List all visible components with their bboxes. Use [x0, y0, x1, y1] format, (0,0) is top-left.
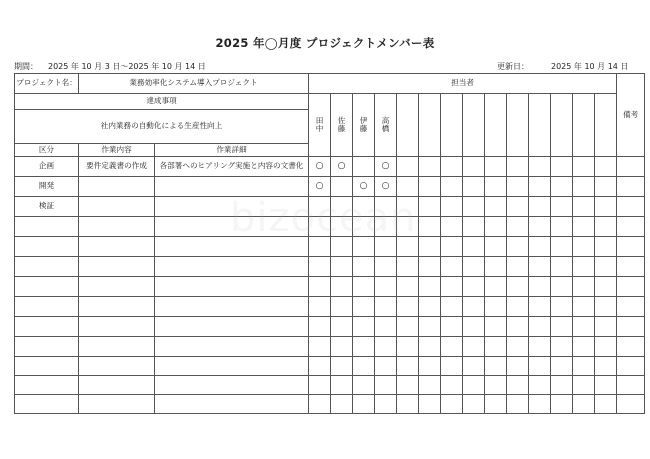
member-blank	[441, 94, 463, 157]
assignment-cell	[441, 277, 463, 297]
assignment-cell	[331, 376, 353, 395]
assignment-cell	[529, 237, 551, 257]
table-row	[15, 157, 645, 177]
assignment-cell	[441, 297, 463, 317]
assignment-cell	[529, 357, 551, 376]
assignment-cell	[441, 197, 463, 217]
assignment-cell	[397, 357, 419, 376]
table-row	[15, 237, 645, 257]
table-row	[15, 395, 645, 414]
updated-value: 2025 年 10 月 14 日	[551, 62, 629, 71]
assignment-cell	[397, 395, 419, 414]
assignment-cell	[463, 357, 485, 376]
assignment-cell	[375, 217, 397, 237]
assignment-cell	[507, 376, 529, 395]
category-cell	[15, 257, 79, 277]
assignment-cell	[441, 177, 463, 197]
assignment-cell	[463, 157, 485, 177]
table-row	[15, 297, 645, 317]
assignment-cell	[463, 217, 485, 237]
remarks-cell	[617, 177, 645, 197]
assignment-cell	[309, 257, 331, 277]
assignment-cell	[573, 337, 595, 357]
assignment-cell	[353, 197, 375, 217]
table-row	[15, 217, 645, 237]
assignment-cell	[595, 297, 617, 317]
assignment-cell	[595, 317, 617, 337]
assignment-cell	[529, 395, 551, 414]
assignment-cell	[529, 157, 551, 177]
assignment-cell	[485, 337, 507, 357]
assignment-cell	[419, 317, 441, 337]
assignment-cell	[595, 277, 617, 297]
task-cell	[79, 197, 155, 217]
assignment-cell	[463, 297, 485, 317]
assignment-cell	[397, 297, 419, 317]
assignment-cell	[485, 217, 507, 237]
period-label: 期間：	[14, 62, 38, 71]
assignment-cell	[551, 157, 573, 177]
detail-cell	[155, 337, 309, 357]
task-cell	[79, 217, 155, 237]
member-name-3: 伊 藤	[353, 94, 375, 157]
category-cell: 企画	[15, 157, 79, 177]
assignment-cell	[419, 177, 441, 197]
category-cell	[15, 376, 79, 395]
assignment-cell	[551, 395, 573, 414]
assignment-cell	[463, 257, 485, 277]
task-cell	[79, 277, 155, 297]
remarks-cell	[617, 297, 645, 317]
detail-cell	[155, 177, 309, 197]
assignment-cell	[419, 277, 441, 297]
assignment-cell	[485, 357, 507, 376]
assignment-cell	[485, 157, 507, 177]
remarks-cell	[617, 217, 645, 237]
assignment-cell	[375, 357, 397, 376]
remarks-header: 備考	[617, 74, 645, 157]
assignment-cell	[573, 395, 595, 414]
category-header: 区分	[15, 144, 79, 157]
assignment-cell	[463, 197, 485, 217]
table-row	[15, 357, 645, 376]
assignment-cell	[331, 197, 353, 217]
assignment-cell	[353, 297, 375, 317]
assignment-cell	[463, 337, 485, 357]
assignment-cell: ○	[331, 157, 353, 177]
task-cell	[79, 237, 155, 257]
member-blank	[397, 94, 419, 157]
assignment-cell	[551, 337, 573, 357]
assignment-cell	[331, 395, 353, 414]
assignment-cell	[573, 177, 595, 197]
assignment-cell	[309, 337, 331, 357]
assignment-cell	[529, 197, 551, 217]
assignment-cell	[595, 337, 617, 357]
assignment-cell	[507, 197, 529, 217]
remarks-cell	[617, 277, 645, 297]
assignment-cell	[595, 197, 617, 217]
assignment-cell	[419, 357, 441, 376]
assignment-cell	[551, 277, 573, 297]
assignment-cell	[397, 257, 419, 277]
assignment-cell	[573, 257, 595, 277]
category-cell	[15, 277, 79, 297]
detail-cell	[155, 317, 309, 337]
assignment-cell	[485, 277, 507, 297]
assignment-cell	[507, 157, 529, 177]
remarks-cell	[617, 197, 645, 217]
assignment-cell	[507, 357, 529, 376]
remarks-cell	[617, 157, 645, 177]
assignment-cell	[595, 177, 617, 197]
assignment-cell	[485, 257, 507, 277]
assignment-cell	[507, 277, 529, 297]
assignment-cell	[309, 357, 331, 376]
assignment-cell	[463, 237, 485, 257]
assignment-cell	[441, 337, 463, 357]
period	[14, 61, 206, 72]
updated-label: 更新日：	[497, 62, 529, 71]
assignment-cell	[485, 197, 507, 217]
assignment-cell	[595, 157, 617, 177]
assignment-cell	[397, 197, 419, 217]
assignment-cell	[397, 337, 419, 357]
assignment-cell	[397, 237, 419, 257]
table-row	[15, 317, 645, 337]
assignment-cell	[507, 237, 529, 257]
assignment-cell	[353, 337, 375, 357]
assignment-cell	[507, 317, 529, 337]
assignment-cell	[353, 237, 375, 257]
detail-cell	[155, 277, 309, 297]
assignment-cell	[529, 297, 551, 317]
assignment-cell	[595, 217, 617, 237]
assignment-cell	[331, 217, 353, 237]
assignment-cell	[529, 376, 551, 395]
assignment-cell	[551, 257, 573, 277]
assignment-cell	[309, 317, 331, 337]
remarks-cell	[617, 257, 645, 277]
assignment-cell	[397, 376, 419, 395]
assignment-cell	[419, 217, 441, 237]
assignment-cell	[353, 157, 375, 177]
assignment-cell	[573, 317, 595, 337]
table-row	[15, 376, 645, 395]
assignment-cell	[595, 376, 617, 395]
assignment-cell	[551, 357, 573, 376]
task-header: 作業内容	[79, 144, 155, 157]
assignment-cell	[529, 257, 551, 277]
member-name-1: 田 中	[309, 94, 331, 157]
assignment-cell	[441, 357, 463, 376]
assignment-cell	[419, 337, 441, 357]
member-blank	[529, 94, 551, 157]
assignment-cell	[507, 257, 529, 277]
category-cell	[15, 337, 79, 357]
member-name-2: 佐 藤	[331, 94, 353, 157]
assignment-cell	[485, 297, 507, 317]
updated-date	[497, 61, 628, 72]
category-cell	[15, 357, 79, 376]
assignment-cell	[419, 197, 441, 217]
member-blank	[551, 94, 573, 157]
assignment-cell	[331, 337, 353, 357]
project-row	[15, 74, 645, 94]
assignment-cell	[309, 277, 331, 297]
remarks-cell	[617, 357, 645, 376]
assignment-cell	[375, 337, 397, 357]
assignment-cell	[441, 217, 463, 237]
member-blank	[507, 94, 529, 157]
detail-cell	[155, 197, 309, 217]
assignment-cell	[331, 277, 353, 297]
assignment-cell	[353, 376, 375, 395]
assignment-cell	[309, 237, 331, 257]
assignment-cell	[331, 177, 353, 197]
assignment-cell	[573, 277, 595, 297]
assignment-cell	[353, 257, 375, 277]
assignment-cell	[375, 257, 397, 277]
assignment-cell	[463, 395, 485, 414]
member-blank	[463, 94, 485, 157]
page-title: 2025 年◯月度 プロジェクトメンバー表	[215, 36, 435, 50]
assignment-cell: ○	[353, 177, 375, 197]
member-table	[14, 73, 645, 414]
assignment-cell	[331, 297, 353, 317]
assignment-cell	[419, 395, 441, 414]
category-cell: 検証	[15, 197, 79, 217]
assignment-cell	[309, 395, 331, 414]
table-row	[15, 337, 645, 357]
assignment-cell	[331, 317, 353, 337]
assignment-cell	[507, 217, 529, 237]
table-row	[15, 257, 645, 277]
period-value: 2025 年 10 月 3 日～2025 年 10 月 14 日	[48, 62, 206, 71]
assignment-cell	[309, 217, 331, 237]
category-cell	[15, 297, 79, 317]
assignment-cell	[573, 237, 595, 257]
assignment-cell	[595, 237, 617, 257]
table-row	[15, 177, 645, 197]
member-blank	[419, 94, 441, 157]
assignment-cell	[573, 217, 595, 237]
assignment-cell	[463, 277, 485, 297]
assignment-cell	[573, 376, 595, 395]
assignment-cell	[375, 297, 397, 317]
detail-cell	[155, 257, 309, 277]
category-cell	[15, 395, 79, 414]
remarks-cell	[617, 337, 645, 357]
task-cell: 要件定義書の作成	[79, 157, 155, 177]
assignment-cell	[331, 237, 353, 257]
assignment-cell	[419, 376, 441, 395]
assignment-cell	[309, 297, 331, 317]
assignment-cell	[551, 217, 573, 237]
goal-value: 社内業務の自動化による生産性向上	[15, 110, 309, 144]
assignment-cell	[485, 177, 507, 197]
assignment-cell	[573, 157, 595, 177]
assignment-cell: ○	[375, 157, 397, 177]
assignment-cell	[353, 217, 375, 237]
detail-cell	[155, 237, 309, 257]
assignment-cell	[397, 157, 419, 177]
assignment-cell	[441, 376, 463, 395]
assignment-cell	[441, 257, 463, 277]
assignment-cell	[397, 317, 419, 337]
assignment-cell	[595, 357, 617, 376]
assignee-header: 担当者	[309, 74, 617, 94]
task-cell	[79, 357, 155, 376]
assignment-cell	[375, 197, 397, 217]
assignment-cell	[551, 197, 573, 217]
task-cell	[79, 317, 155, 337]
detail-cell	[155, 357, 309, 376]
assignment-cell	[463, 376, 485, 395]
category-cell	[15, 317, 79, 337]
assignment-cell	[375, 317, 397, 337]
assignment-cell	[463, 177, 485, 197]
task-cell	[79, 376, 155, 395]
assignment-cell	[551, 237, 573, 257]
assignment-cell	[419, 297, 441, 317]
assignment-cell	[353, 395, 375, 414]
assignment-cell	[375, 395, 397, 414]
detail-header: 作業詳細	[155, 144, 309, 157]
goal-label: 達成事項	[15, 94, 309, 110]
assignment-cell	[331, 257, 353, 277]
assignment-cell	[397, 177, 419, 197]
assignment-cell	[485, 237, 507, 257]
assignment-cell: ○	[309, 177, 331, 197]
category-cell	[15, 237, 79, 257]
project-name-value: 業務効率化システム導入プロジェクト	[79, 74, 309, 94]
assignment-cell	[507, 177, 529, 197]
assignment-cell	[419, 257, 441, 277]
assignment-cell	[375, 277, 397, 297]
assignment-cell	[331, 357, 353, 376]
assignment-cell: ○	[375, 177, 397, 197]
assignment-cell	[507, 337, 529, 357]
remarks-cell	[617, 237, 645, 257]
assignment-cell	[419, 157, 441, 177]
assignment-cell	[397, 217, 419, 237]
member-blank	[573, 94, 595, 157]
assignment-cell	[573, 297, 595, 317]
assignment-cell	[441, 395, 463, 414]
assignment-cell	[353, 357, 375, 376]
assignment-cell	[529, 337, 551, 357]
task-cell	[79, 297, 155, 317]
assignment-cell	[551, 177, 573, 197]
assignment-cell: ○	[309, 157, 331, 177]
assignment-cell	[375, 237, 397, 257]
project-name-label: プロジェクト名：	[15, 74, 79, 94]
assignment-cell	[595, 395, 617, 414]
detail-cell	[155, 395, 309, 414]
assignment-cell	[529, 177, 551, 197]
assignment-cell	[507, 297, 529, 317]
assignment-cell	[507, 395, 529, 414]
detail-cell: 各部署へのヒアリング実施と内容の文書化	[155, 157, 309, 177]
assignment-cell	[485, 395, 507, 414]
category-cell: 開発	[15, 177, 79, 197]
assignment-cell	[485, 317, 507, 337]
assignment-cell	[375, 376, 397, 395]
assignment-cell	[441, 237, 463, 257]
member-blank	[485, 94, 507, 157]
assignment-cell	[551, 376, 573, 395]
assignment-cell	[353, 277, 375, 297]
assignment-cell	[353, 317, 375, 337]
detail-cell	[155, 376, 309, 395]
remarks-cell	[617, 317, 645, 337]
task-cell	[79, 337, 155, 357]
assignment-cell	[529, 277, 551, 297]
detail-cell	[155, 217, 309, 237]
table-row	[15, 277, 645, 297]
assignment-cell	[309, 376, 331, 395]
assignment-cell	[573, 357, 595, 376]
assignment-cell	[397, 277, 419, 297]
task-cell	[79, 395, 155, 414]
assignment-cell	[419, 237, 441, 257]
remarks-cell	[617, 376, 645, 395]
goal-label-row	[15, 94, 645, 110]
table-row	[15, 197, 645, 217]
assignment-cell	[485, 376, 507, 395]
category-cell	[15, 217, 79, 237]
member-blank	[595, 94, 617, 157]
assignment-cell	[551, 297, 573, 317]
assignment-cell	[551, 317, 573, 337]
member-name-4: 高 橋	[375, 94, 397, 157]
assignment-cell	[573, 197, 595, 217]
assignment-cell	[309, 197, 331, 217]
assignment-cell	[441, 317, 463, 337]
task-cell	[79, 177, 155, 197]
remarks-cell	[617, 395, 645, 414]
assignment-cell	[463, 317, 485, 337]
assignment-cell	[529, 217, 551, 237]
assignment-cell	[595, 257, 617, 277]
assignment-cell	[441, 157, 463, 177]
detail-cell	[155, 297, 309, 317]
assignment-cell	[529, 317, 551, 337]
task-cell	[79, 257, 155, 277]
watermark-logo: bizocean	[230, 195, 417, 241]
